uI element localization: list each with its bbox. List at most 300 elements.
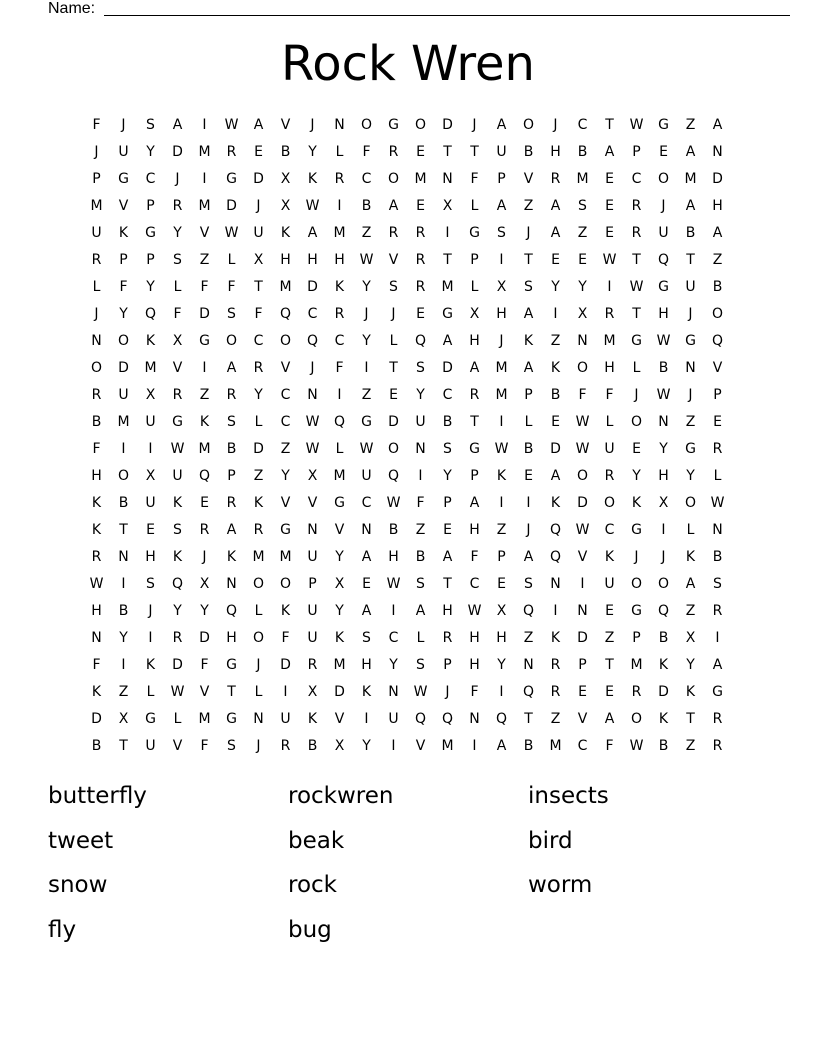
grid-letter: R <box>91 549 102 565</box>
grid-letter: U <box>307 549 318 565</box>
grid-letter: E <box>551 414 560 430</box>
grid-letter: Y <box>686 657 695 673</box>
grid-letter: I <box>148 630 153 646</box>
grid-letter: H <box>604 360 615 376</box>
grid-letter: C <box>334 333 345 349</box>
grid-letter: V <box>172 738 183 754</box>
grid-letter: P <box>308 576 317 592</box>
grid-letter: G <box>145 711 156 727</box>
grid-letter: V <box>334 522 345 538</box>
grid-letter: O <box>117 468 130 484</box>
grid-letter: V <box>334 711 345 727</box>
grid-letter: V <box>280 117 291 133</box>
grid-letter: E <box>200 495 209 511</box>
grid-letter: J <box>256 738 261 754</box>
grid-letter: T <box>632 252 641 268</box>
grid-letter: B <box>550 387 561 403</box>
grid-letter: A <box>550 198 561 214</box>
grid-letter: G <box>199 333 210 349</box>
grid-letter: E <box>497 576 506 592</box>
grid-letter: E <box>389 387 398 403</box>
grid-letter: V <box>118 198 129 214</box>
grid-letter: C <box>280 414 291 430</box>
grid-letter: H <box>712 198 723 214</box>
grid-letter: Z <box>199 387 210 403</box>
grid-letter: J <box>499 333 504 349</box>
grid-letter: H <box>496 630 507 646</box>
grid-letter: N <box>523 657 534 673</box>
grid-letter: K <box>172 495 183 511</box>
grid-letter: S <box>416 360 425 376</box>
grid-letter: P <box>632 630 641 646</box>
grid-letter: J <box>661 549 666 565</box>
grid-letter: S <box>497 225 506 241</box>
grid-letter: X <box>334 738 345 754</box>
grid-letter: K <box>685 549 696 565</box>
grid-letter: K <box>550 630 561 646</box>
grid-letter: Z <box>685 414 696 430</box>
grid-letter: O <box>576 468 589 484</box>
grid-letter: B <box>307 738 318 754</box>
grid-letter: D <box>226 198 237 214</box>
word-list <box>48 778 768 956</box>
grid-letter: B <box>91 738 102 754</box>
grid-letter: A <box>523 360 534 376</box>
word-list-item: rockwren <box>288 783 394 809</box>
grid-letter: G <box>361 414 372 430</box>
grid-letter: Z <box>361 225 372 241</box>
grid-letter: Y <box>659 441 668 457</box>
grid-letter: T <box>443 252 452 268</box>
grid-letter: X <box>442 198 453 214</box>
grid-letter: N <box>550 576 561 592</box>
grid-letter: R <box>226 495 237 511</box>
grid-letter: F <box>92 441 101 457</box>
grid-letter: C <box>604 522 615 538</box>
grid-letter: A <box>496 198 507 214</box>
grid-letter: F <box>335 360 344 376</box>
grid-letter: M <box>549 738 562 754</box>
grid-letter: W <box>413 684 428 700</box>
grid-letter: W <box>305 414 320 430</box>
grid-letter: M <box>441 738 454 754</box>
grid-letter: D <box>253 171 264 187</box>
grid-letter: H <box>442 603 453 619</box>
name-field <box>48 0 748 20</box>
grid-letter: Q <box>441 711 454 727</box>
grid-letter: P <box>443 657 452 673</box>
grid-letter: P <box>227 468 236 484</box>
grid-letter: F <box>227 279 236 295</box>
grid-letter: O <box>576 360 589 376</box>
grid-letter: J <box>553 117 558 133</box>
grid-letter: T <box>470 144 479 160</box>
grid-letter: G <box>685 441 696 457</box>
grid-letter: X <box>145 468 156 484</box>
grid-letter: Z <box>280 441 291 457</box>
grid-letter: K <box>91 495 102 511</box>
grid-letter: V <box>577 549 588 565</box>
grid-letter: Z <box>550 333 561 349</box>
word-list-item: fly <box>48 916 77 943</box>
grid-letter: T <box>119 522 128 538</box>
grid-letter: Y <box>119 630 128 646</box>
grid-letter: G <box>469 225 480 241</box>
grid-letter: Y <box>362 738 371 754</box>
grid-letter: L <box>227 252 236 268</box>
grid-letter: W <box>710 495 725 511</box>
grid-letter: Z <box>199 252 210 268</box>
grid-letter: Z <box>604 630 615 646</box>
grid-letter: R <box>172 198 183 214</box>
grid-letter: F <box>470 684 479 700</box>
grid-letter: R <box>712 603 723 619</box>
grid-letter: Y <box>335 549 344 565</box>
grid-letter: A <box>442 333 453 349</box>
grid-letter: X <box>307 468 318 484</box>
grid-letter: O <box>252 576 265 592</box>
grid-letter: V <box>523 171 534 187</box>
grid-letter: L <box>146 684 155 700</box>
grid-letter: L <box>173 279 182 295</box>
grid-letter: H <box>280 252 291 268</box>
grid-letter: Z <box>253 468 264 484</box>
grid-letter: H <box>145 549 156 565</box>
grid-letter: B <box>712 279 723 295</box>
grid-letter: J <box>121 117 126 133</box>
grid-letter: Q <box>279 306 292 322</box>
grid-letter: Y <box>443 468 452 484</box>
grid-letter: I <box>202 171 207 187</box>
word-list-item: tweet <box>48 827 114 854</box>
grid-letter: C <box>280 387 291 403</box>
grid-letter: A <box>496 738 507 754</box>
grid-letter: Y <box>362 333 371 349</box>
grid-letter: T <box>524 711 533 727</box>
grid-letter: Q <box>657 603 670 619</box>
grid-letter: W <box>359 441 374 457</box>
grid-letter: E <box>416 144 425 160</box>
grid-letter: Y <box>146 144 155 160</box>
grid-letter: O <box>603 495 616 511</box>
grid-letter: N <box>415 441 426 457</box>
grid-letter: Y <box>551 279 560 295</box>
grid-letter: N <box>91 333 102 349</box>
grid-letter: X <box>199 576 210 592</box>
grid-letter: I <box>499 495 504 511</box>
grid-letter: G <box>712 684 723 700</box>
grid-letter: J <box>634 549 639 565</box>
grid-letter: W <box>656 333 671 349</box>
grid-letter: Q <box>414 711 427 727</box>
name-label: Name: <box>48 0 96 17</box>
grid-letter: F <box>605 738 614 754</box>
grid-letter: O <box>117 333 130 349</box>
grid-letter: S <box>524 576 533 592</box>
grid-letter: E <box>605 198 614 214</box>
grid-letter: L <box>713 468 722 484</box>
grid-letter: D <box>334 684 345 700</box>
grid-letter: K <box>280 603 291 619</box>
grid-letter: G <box>658 279 669 295</box>
grid-letter: G <box>226 657 237 673</box>
grid-letter: S <box>173 522 182 538</box>
grid-letter: R <box>91 252 102 268</box>
grid-letter: F <box>470 549 479 565</box>
grid-letter: U <box>118 144 129 160</box>
grid-letter: Z <box>496 522 507 538</box>
grid-letter: Y <box>416 387 425 403</box>
grid-letter: X <box>658 495 669 511</box>
grid-letter: M <box>576 171 589 187</box>
grid-letter: M <box>198 441 211 457</box>
grid-letter: A <box>604 711 615 727</box>
grid-letter: F <box>362 144 371 160</box>
grid-letter: K <box>307 711 318 727</box>
grid-letter: O <box>279 576 292 592</box>
grid-letter: J <box>256 657 261 673</box>
grid-letter: O <box>414 117 427 133</box>
grid-letter: W <box>602 252 617 268</box>
grid-letter: F <box>605 387 614 403</box>
grid-letter: X <box>496 603 507 619</box>
grid-letter: T <box>632 306 641 322</box>
grid-letter: T <box>119 738 128 754</box>
grid-letter: V <box>388 252 399 268</box>
grid-letter: L <box>389 333 398 349</box>
grid-letter: R <box>334 171 345 187</box>
grid-letter: P <box>470 468 479 484</box>
grid-letter: I <box>553 603 558 619</box>
grid-letter: H <box>91 603 102 619</box>
grid-letter: U <box>145 738 156 754</box>
grid-letter: H <box>307 252 318 268</box>
grid-letter: X <box>334 576 345 592</box>
grid-letter: K <box>334 279 345 295</box>
grid-letter: W <box>359 252 374 268</box>
grid-letter: B <box>523 441 534 457</box>
grid-letter: U <box>658 225 669 241</box>
grid-letter: M <box>333 468 346 484</box>
grid-letter: T <box>686 711 695 727</box>
grid-letter: J <box>472 117 477 133</box>
grid-letter: H <box>496 306 507 322</box>
grid-letter: T <box>389 360 398 376</box>
grid-letter: D <box>280 657 291 673</box>
grid-letter: S <box>227 414 236 430</box>
grid-letter: C <box>145 171 156 187</box>
grid-letter: R <box>172 387 183 403</box>
grid-letter: W <box>170 684 185 700</box>
grid-letter: B <box>388 522 399 538</box>
grid-letter: K <box>118 225 129 241</box>
grid-letter: U <box>91 225 102 241</box>
grid-letter: S <box>443 441 452 457</box>
grid-letter: V <box>172 360 183 376</box>
grid-letter: L <box>416 630 425 646</box>
grid-letter: I <box>607 279 612 295</box>
grid-letter: X <box>172 333 183 349</box>
grid-letter: D <box>442 117 453 133</box>
grid-letter: D <box>388 414 399 430</box>
grid-letter: K <box>685 684 696 700</box>
grid-letter: W <box>575 414 590 430</box>
grid-letter: Y <box>389 657 398 673</box>
grid-letter: Q <box>171 576 184 592</box>
grid-letter: R <box>199 522 210 538</box>
grid-letter: R <box>388 144 399 160</box>
grid-letter: G <box>631 333 642 349</box>
grid-letter: D <box>172 144 183 160</box>
grid-letter: R <box>334 306 345 322</box>
grid-letter: J <box>661 198 666 214</box>
grid-letter: Q <box>657 252 670 268</box>
grid-letter: D <box>118 360 129 376</box>
grid-letter: B <box>226 441 237 457</box>
grid-letter: X <box>577 306 588 322</box>
grid-letter: R <box>307 657 318 673</box>
grid-letter: H <box>469 657 480 673</box>
grid-letter: D <box>253 441 264 457</box>
grid-letter: O <box>630 711 643 727</box>
grid-letter: W <box>575 522 590 538</box>
grid-letter: L <box>335 441 344 457</box>
grid-letter: A <box>685 576 696 592</box>
grid-letter: R <box>550 684 561 700</box>
grid-letter: P <box>524 387 533 403</box>
grid-letter: X <box>307 684 318 700</box>
grid-letter: A <box>712 657 723 673</box>
grid-letter: U <box>307 603 318 619</box>
grid-letter: L <box>632 360 641 376</box>
grid-letter: K <box>550 360 561 376</box>
grid-letter: Y <box>578 279 587 295</box>
grid-letter: Q <box>414 333 427 349</box>
grid-letter: H <box>469 522 480 538</box>
grid-letter: G <box>658 117 669 133</box>
grid-letter: P <box>497 171 506 187</box>
grid-letter: U <box>145 495 156 511</box>
grid-letter: X <box>496 279 507 295</box>
grid-letter: B <box>712 549 723 565</box>
word-list-item: insects <box>528 783 609 809</box>
grid-letter: G <box>145 225 156 241</box>
grid-letter: N <box>658 414 669 430</box>
grid-letter: O <box>387 441 400 457</box>
grid-letter: Z <box>685 603 696 619</box>
grid-letter: S <box>578 198 587 214</box>
grid-letter: M <box>684 171 697 187</box>
grid-letter: G <box>280 522 291 538</box>
grid-letter: U <box>253 225 264 241</box>
grid-letter: C <box>577 738 588 754</box>
grid-letter: C <box>631 171 642 187</box>
grid-letter: U <box>388 711 399 727</box>
grid-letter: Z <box>685 117 696 133</box>
grid-letter: S <box>227 738 236 754</box>
grid-letter: M <box>279 549 292 565</box>
grid-letter: P <box>146 198 155 214</box>
grid-letter: Y <box>173 603 182 619</box>
grid-letter: M <box>495 360 508 376</box>
grid-letter: I <box>715 630 720 646</box>
grid-letter: E <box>551 252 560 268</box>
grid-letter: L <box>254 414 263 430</box>
name-underline <box>104 15 790 16</box>
grid-letter: I <box>499 684 504 700</box>
grid-letter: O <box>711 306 724 322</box>
word-list-item: rock <box>288 872 337 898</box>
grid-letter: C <box>577 117 588 133</box>
grid-letter: M <box>495 387 508 403</box>
grid-letter: E <box>605 684 614 700</box>
grid-letter: F <box>254 306 263 322</box>
grid-letter: V <box>307 495 318 511</box>
grid-letter: W <box>629 738 644 754</box>
grid-letter: E <box>659 144 668 160</box>
grid-letter: Y <box>632 468 641 484</box>
grid-letter: Y <box>119 306 128 322</box>
grid-letter: G <box>388 117 399 133</box>
grid-letter: H <box>388 549 399 565</box>
grid-letter: A <box>226 360 237 376</box>
grid-letter: F <box>578 387 587 403</box>
grid-letter: L <box>470 198 479 214</box>
grid-letter: G <box>442 306 453 322</box>
grid-letter: B <box>658 360 669 376</box>
grid-letter: C <box>253 333 264 349</box>
grid-letter: R <box>604 306 615 322</box>
grid-letter: Q <box>333 414 346 430</box>
grid-letter: E <box>605 603 614 619</box>
grid-letter: Q <box>306 333 319 349</box>
grid-letter: O <box>657 171 670 187</box>
grid-letter: K <box>361 684 372 700</box>
grid-letter: R <box>226 387 237 403</box>
grid-letter: T <box>686 252 695 268</box>
grid-letter: A <box>550 225 561 241</box>
grid-letter: I <box>553 306 558 322</box>
grid-letter: M <box>414 171 427 187</box>
grid-letter: K <box>496 468 507 484</box>
grid-letter: J <box>175 171 180 187</box>
grid-letter: U <box>145 414 156 430</box>
grid-letter: H <box>658 306 669 322</box>
grid-letter: E <box>254 144 263 160</box>
grid-letter: O <box>684 495 697 511</box>
grid-letter: M <box>90 198 103 214</box>
grid-letter: O <box>387 171 400 187</box>
grid-letter: I <box>472 738 477 754</box>
grid-letter: N <box>577 603 588 619</box>
grid-letter: G <box>631 522 642 538</box>
grid-letter: A <box>226 522 237 538</box>
grid-letter: R <box>415 252 426 268</box>
grid-letter: X <box>280 171 291 187</box>
grid-letter: B <box>91 414 102 430</box>
grid-letter: K <box>658 657 669 673</box>
grid-letter: A <box>415 603 426 619</box>
grid-letter: R <box>442 630 453 646</box>
grid-letter: N <box>712 522 723 538</box>
grid-letter: R <box>604 468 615 484</box>
grid-letter: M <box>117 414 130 430</box>
grid-letter: U <box>604 441 615 457</box>
grid-letter: A <box>523 306 534 322</box>
grid-letter: Y <box>146 279 155 295</box>
grid-letter: W <box>224 225 239 241</box>
grid-letter: C <box>307 306 318 322</box>
